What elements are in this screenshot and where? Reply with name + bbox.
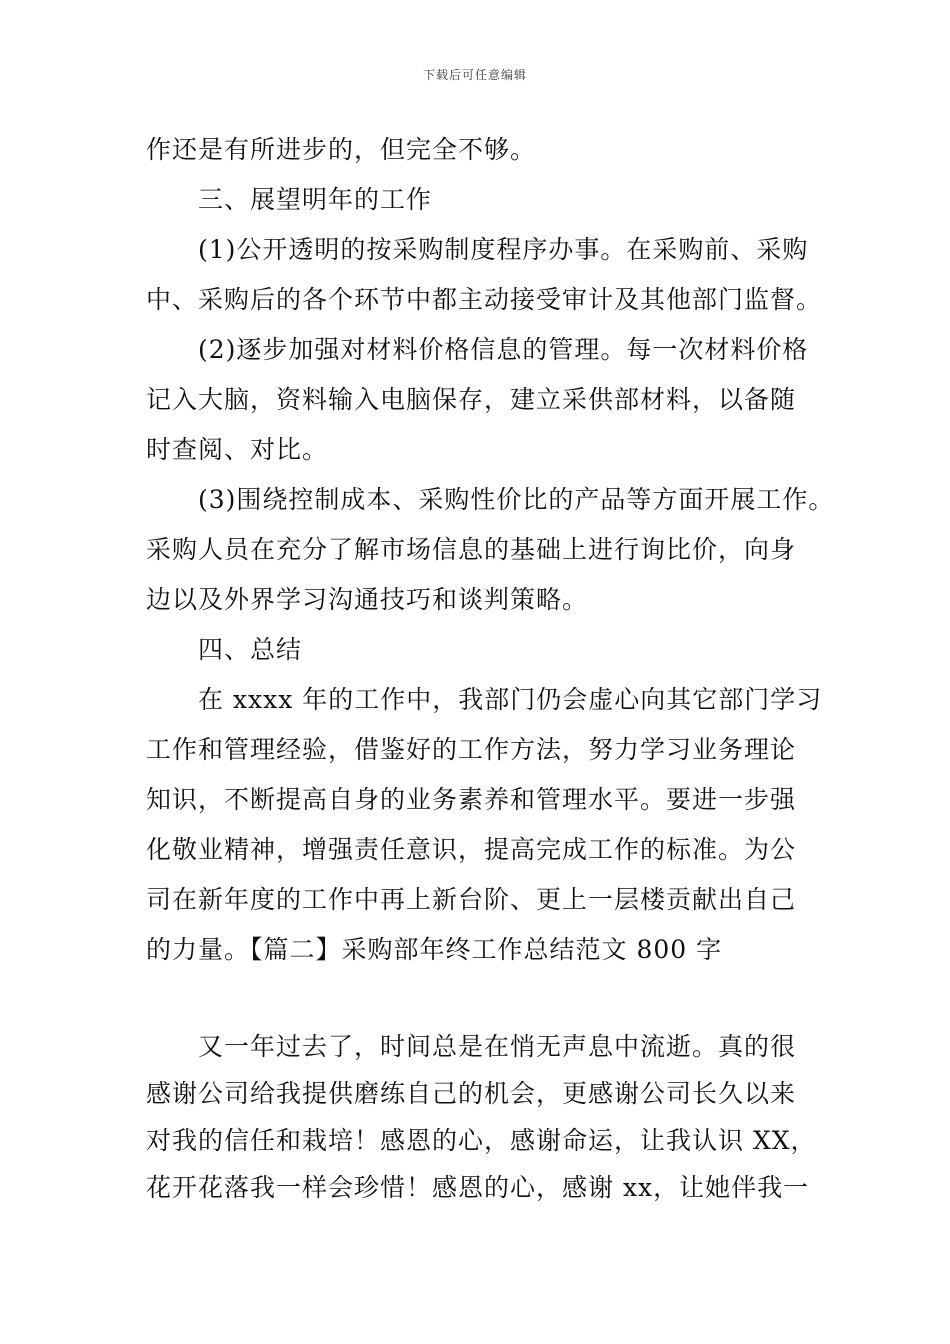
page-header-note: 下载后可任意编辑 (422, 68, 527, 82)
text-line: (3)围绕控制成本、采购性价比的产品等方面开展工作。 (198, 485, 835, 514)
section-heading: 三、展望明年的工作 (198, 185, 433, 214)
section-heading: 四、总结 (198, 635, 303, 664)
text-line: 记入大脑，资料输入电脑保存，建立采供部材料，以备随 (146, 385, 797, 414)
text-line: 知识，不断提高自身的业务素养和管理水平。要进一步强 (146, 785, 797, 814)
text-line: 化敬业精神，增强责任意识，提高完成工作的标准。为公 (146, 835, 797, 864)
text-line: 司在新年度的工作中再上新台阶、更上一层楼贡献出自己 (146, 885, 797, 914)
text-line: 花开花落我一样会珍惜！感恩的心，感谢 xx，让她伴我一 (146, 1173, 810, 1202)
text-line: (2)逐步加强对材料价格信息的管理。每一次材料价格 (198, 335, 809, 364)
text-line: (1)公开透明的按采购制度程序办事。在采购前、采购 (198, 235, 809, 264)
text-line: 中、采购后的各个环节中都主动接受审计及其他部门监督。 (146, 285, 823, 314)
paragraph-gap (146, 975, 826, 1023)
text-line: 感谢公司给我提供磨练自己的机会，更感谢公司长久以来 (146, 1079, 797, 1108)
text-line: 又一年过去了，时间总是在悄无声息中流逝。真的很 (198, 1032, 797, 1061)
text-line: 采购人员在充分了解市场信息的基础上进行询比价，向身 (146, 535, 797, 564)
text-line: 作还是有所进步的，但完全不够。 (146, 135, 537, 164)
document-body (146, 125, 835, 1211)
text-line: 在 xxxx 年的工作中，我部门仍会虚心向其它部门学习 (198, 685, 823, 714)
text-line: 对我的信任和栽培！感恩的心，感谢命运，让我认识 XX， (146, 1126, 817, 1155)
text-line: 工作和管理经验，借鉴好的工作方法，努力学习业务理论 (146, 735, 797, 764)
text-line: 的力量。【篇二】采购部年终工作总结范文 800 字 (146, 935, 723, 964)
text-line: 边以及外界学习沟通技巧和谈判策略。 (146, 585, 589, 614)
text-line: 时查阅、对比。 (146, 435, 329, 464)
